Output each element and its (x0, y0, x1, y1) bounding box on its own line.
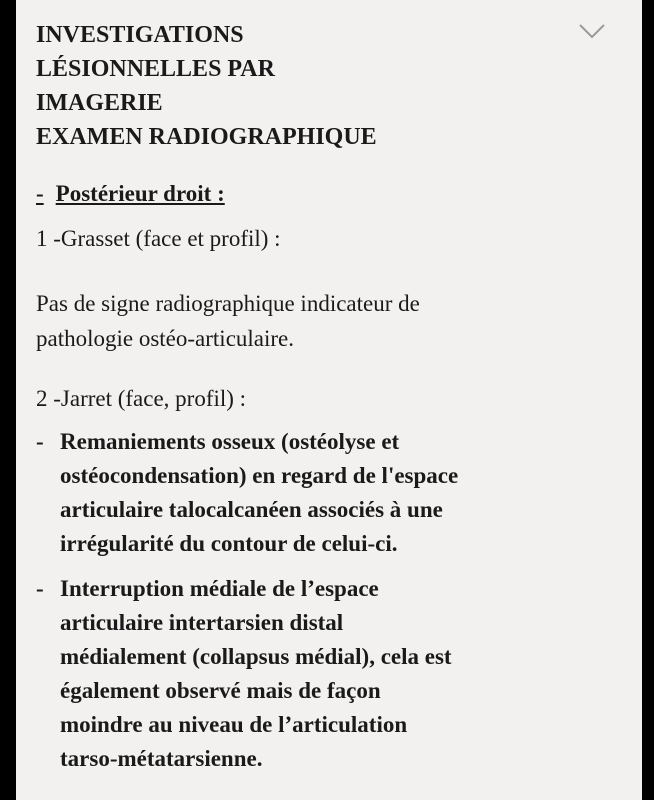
header-line: IMAGERIE (36, 90, 163, 116)
paragraph-line: Pas de signe radiographique indicateur de (36, 291, 420, 316)
chevron-down-icon[interactable] (578, 22, 606, 40)
bullet-line: tarso-métatarsienne. (60, 746, 263, 771)
bullet-dash: - (36, 576, 44, 601)
bullet-line: également observé mais de façon (60, 678, 381, 703)
header-line: EXAMEN RADIOGRAPHIQUE (36, 124, 377, 150)
bullet-line: articulaire talocalcanéen associés à une (60, 497, 443, 522)
bullet-line: articulaire intertarsien distal (60, 610, 344, 635)
section-heading (36, 181, 225, 207)
item-title-jarret: 2 -Jarret (face, profil) : (36, 386, 247, 411)
bullet-line: moindre au niveau de l’articulation (60, 712, 408, 737)
grasset-finding (36, 286, 420, 356)
bullet-line: médialement (collapsus médial), cela est (60, 644, 452, 669)
bullet-line: Remaniements osseux (ostéolyse et (60, 429, 400, 454)
section-dash: - (36, 181, 44, 206)
header-line: INVESTIGATIONS (36, 22, 244, 48)
bullet-line: irrégularité du contour de celui-ci. (60, 531, 398, 556)
bullet-line: ostéocondensation) en regard de l'espace (60, 463, 459, 488)
document-page (16, 0, 642, 800)
paragraph-line: pathologie ostéo-articulaire. (36, 326, 295, 351)
header-line: LÉSIONNELLES PAR (36, 56, 275, 82)
item-title-grasset: 1 -Grasset (face et profil) : (36, 226, 281, 251)
section-title: Postérieur droit : (55, 181, 225, 206)
bullet-dash: - (36, 429, 44, 454)
bullet-line: Interruption médiale de l’espace (60, 576, 379, 601)
document-header (36, 18, 377, 154)
